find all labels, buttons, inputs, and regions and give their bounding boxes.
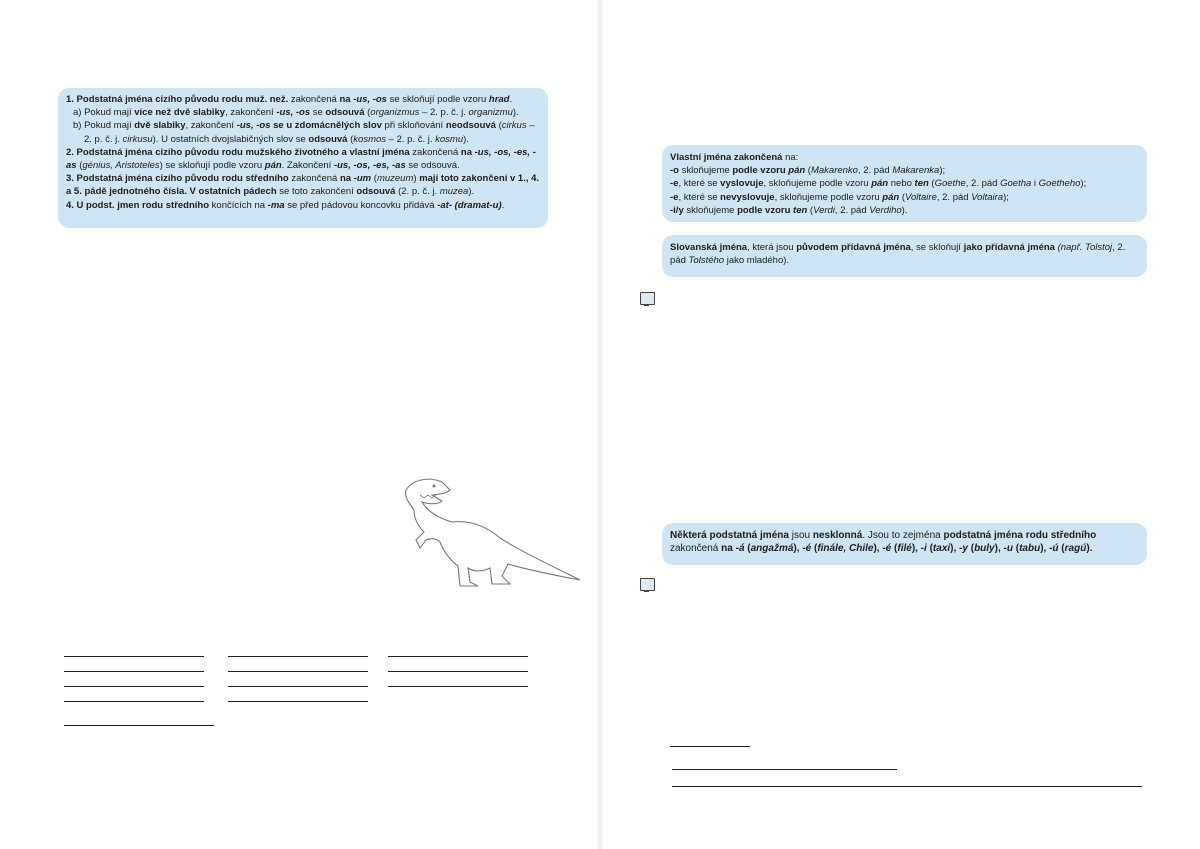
box1-line-4: -i/y skloňujeme podle vzoru ten (Verdi, 2. pád Verdiho). [670, 204, 908, 216]
answer-line[interactable] [228, 675, 368, 687]
box1-line-0: Vlastní jména zakončená na: [670, 152, 799, 163]
rule-1b: b) Pokud mají dvě slabiky, zakončení -us, -os se u zdomácnělých slov při skloňování neodsouvá (cirkus – 2. p. č. j. cirkusu). U ostatních dvojslabičných slov se odsouvá (kosmos – 2. p. č. j. kosmu). [73, 120, 535, 145]
answer-line[interactable] [388, 645, 528, 657]
dinosaur-eye [433, 485, 436, 488]
box1-line-3: -e, které se nevyslovuje, skloňujeme podle vzoru pán (Voltaire, 2. pád Voltaira); [670, 191, 1009, 203]
rule-1: 1. Podstatná jména cizího původu rodu muž. než. zakončená na -us, -os se skloňují podle vzoru hrad. [66, 94, 513, 105]
computer-icon [640, 292, 655, 305]
answer-line[interactable] [228, 690, 368, 702]
answer-line[interactable] [64, 675, 204, 687]
answer-line[interactable] [64, 660, 204, 672]
rules-box [58, 88, 548, 228]
exercise-5-tajenka [670, 735, 1150, 750]
slavic-names-box [662, 235, 1147, 277]
box1-line-1: -o skloňujeme podle vzoru pán (Makarenko, 2. pád Makarenka); [670, 165, 946, 177]
answer-line[interactable] [388, 660, 528, 672]
dinosaur-illustration [398, 468, 583, 588]
proper-names-box [662, 145, 1147, 222]
exercise-2-quote [64, 714, 554, 730]
answer-line[interactable] [228, 645, 368, 657]
matching-table [670, 325, 1150, 500]
answer-line[interactable] [64, 645, 204, 657]
rule-1a: a) Pokud mají více než dvě slabiky, zakončení -us, -os se odsouvá (organizmus – 2. p. č. j. organizmu). [73, 107, 519, 119]
answer-line[interactable] [388, 675, 528, 687]
tajenka-answer-line[interactable] [670, 735, 750, 747]
dinosaur-outline [406, 479, 580, 586]
exercise-4-heading [640, 292, 1150, 307]
right-page [600, 0, 1200, 849]
answer-line-5b[interactable] [672, 758, 897, 770]
rule-3: 3. Podstatná jména cizího původu rodu středního zakončená na -um (muzeum) mají toto zakončení v 1., 4. a 5. pádě jednotného čísla. V ostatních pádech se toto zakončení odsouvá (2. p. č. j. muzea). [66, 173, 540, 198]
exercise-5b-heading [672, 758, 1152, 773]
box3-text: Některá podstatná jména jsou nesklonná. Jsou to zejména podstatná jména rodu středního zakončená na -á (angažmá), -é (finále, Chile), -é (filé), -i (taxi), -y (buly), -u (tabu), -ú (ragú). [670, 530, 1097, 555]
answer-line[interactable] [228, 660, 368, 672]
indeclinable-box [662, 523, 1147, 565]
box2-text: Slovanská jména, která jsou původem přídavná jména, se skloňují jako přídavná jména (např. Tolstoj, 2. pád Tolstého jako mladého). [670, 242, 1126, 267]
rule-2: 2. Podstatná jména cizího původu rodu mužského životného a vlastní jména zakončená na -us, -os, -es, -as (génius, Aristoteles) se skloňují podle vzoru pán. Zakončení -us, -os, -es, -as se odsouvá. [66, 146, 536, 172]
quote-answer-line[interactable] [64, 714, 214, 726]
box1-line-2: -e, které se vyslovuje, skloňujeme podle vzoru pán nebo ten (Goethe, 2. pád Goetha i Goetheho); [670, 178, 1087, 190]
rule-4: 4. U podst. jmen rodu středního končících na -ma se před pádovou koncovku přidává -at- (dramat-u). [66, 199, 505, 211]
answer-line[interactable] [64, 690, 204, 702]
exercise-5-heading [640, 578, 1160, 593]
computer-icon [640, 578, 655, 591]
answer-line-5b-2[interactable] [672, 786, 1142, 787]
